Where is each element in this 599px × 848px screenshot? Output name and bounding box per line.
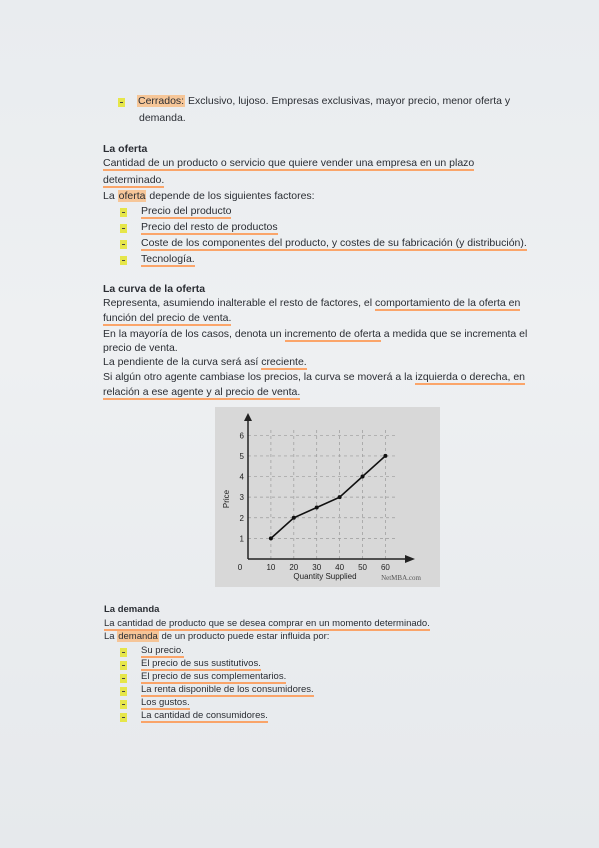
data-point [269,536,273,540]
oferta-definition-line2-text: determinado. [103,174,165,186]
cerrados-highlight: Cerrados: [138,95,185,107]
x-tick-label: 0 [237,563,243,572]
demanda-definition [104,618,430,631]
data-point [292,516,296,520]
y-tick-label: 2 [239,513,244,523]
y-tick-label: 6 [239,431,244,441]
curva-p4-line2 [103,386,300,399]
demanda-post: de un producto puede estar influida por: [158,631,330,642]
curva-p4-line2-text: relación a ese agente y al precio de venta. [103,386,301,398]
factor-text: El precio de sus sustitutivos. [141,658,261,669]
chart-watermark: NetMBA.com [381,574,421,582]
curva-p3 [103,356,307,369]
data-point [338,495,342,499]
curva-p1-line1 [103,297,520,310]
bullet-marker [118,98,125,107]
demanda-factors-intro [104,631,329,644]
curva-p2-b: incremento de oferta [284,328,381,340]
y-axis-arrow [244,413,252,421]
demanda-factor-item [141,645,184,658]
factors-pre: La [103,190,118,202]
oferta-factor-item [141,221,278,234]
factor-text: Su precio. [141,645,184,656]
demanda-factor-item [141,684,314,697]
demanda-pre: La [104,631,118,642]
demanda-factor-item [141,671,286,684]
y-tick-label: 4 [239,472,244,482]
factor-text: Los gustos. [141,697,190,708]
factor-text: Precio del producto [141,205,232,217]
oferta-definition [103,157,474,170]
x-axis-label: Quantity Supplied [293,572,357,581]
y-axis-label: Price [222,489,231,509]
intro-item-cont: demanda. [139,112,186,124]
factor-text: Tecnología. [141,253,195,265]
demanda-definition-text: La cantidad de producto que se desea comprar en un momento determinado. [104,618,430,629]
x-tick-label: 10 [266,563,276,572]
bullet-marker [120,240,127,249]
demanda-factor-item [141,658,261,671]
factor-text: Precio del resto de productos [141,221,278,233]
curva-p4-line1 [103,371,525,384]
oferta-definition-line2 [103,174,164,187]
y-tick-label: 3 [239,493,244,503]
curva-p3-a: La pendiente de la curva será así [103,356,262,368]
bullet-marker [120,648,127,657]
y-tick-label: 5 [239,451,244,461]
oferta-heading: La oferta [103,143,148,155]
curva-heading: La curva de la oferta [103,283,206,295]
factor-text: La renta disponible de los consumidores. [141,684,314,695]
x-tick-label: 40 [335,563,345,572]
curva-p1-b: comportamiento de la oferta en [375,297,521,309]
demanda-factor-item [141,710,268,723]
oferta-factor-item [141,253,195,266]
curva-p1-line2-text: función del precio de venta. [103,312,232,324]
factor-text: Coste de los componentes del producto, y costes de su fabricación (y distribución). [141,237,527,249]
data-point [383,454,387,458]
factor-text: El precio de sus complementarios. [141,671,287,682]
bullet-marker [120,713,127,722]
factor-text: La cantidad de consumidores. [141,710,268,721]
y-tick-label: 1 [239,534,244,544]
bullet-marker [120,661,127,670]
supply-curve-chart [215,407,440,587]
demanda-heading: La demanda [104,604,160,615]
bullet-marker [120,256,127,265]
oferta-highlight: oferta [118,190,146,202]
bullet-marker [120,687,127,696]
oferta-factor-item [141,237,527,250]
x-tick-label: 50 [358,563,367,572]
bullet-marker [120,224,127,233]
oferta-definition-line1: Cantidad de un producto o servicio que quiere vender una empresa en un plazo [103,157,475,169]
intro-item [137,95,510,108]
x-tick-label: 20 [289,563,299,572]
x-axis-arrow [405,555,415,563]
chart-ticks [238,431,391,572]
curva-p2-a: En la mayoría de los casos, denota un [103,328,285,340]
x-tick-label: 30 [312,563,322,572]
supply-curve-svg [215,407,440,587]
data-point [315,505,319,509]
oferta-factors-intro [103,190,315,203]
bullet-marker [120,208,127,217]
data-point [361,475,365,479]
intro-item-text: Exclusivo, lujoso. Empresas exclusivas, mayor precio, menor oferta y [185,95,511,107]
demanda-highlight: demanda [118,631,158,642]
x-tick-label: 60 [380,563,390,572]
curva-p2-line1 [103,328,527,341]
curva-p4-a: Si algún otro agente cambiase los precios, la curva se moverá a la [103,371,416,383]
oferta-factor-item [141,205,231,218]
bullet-marker [120,700,127,709]
bullet-marker [120,674,127,683]
demanda-factor-item [141,697,190,710]
curva-p2-line2: precio de venta. [103,342,178,354]
curva-p3-b: creciente. [261,356,307,368]
curva-p1-a: Representa, asumiendo inalterable el resto de factores, el [103,297,375,309]
curva-p2-c: a medida que se incrementa el [380,328,528,340]
curva-p1-line2 [103,312,231,325]
factors-post: depende de los siguientes factores: [146,190,315,202]
curva-p4-b: izquierda o derecha, en [415,371,525,383]
